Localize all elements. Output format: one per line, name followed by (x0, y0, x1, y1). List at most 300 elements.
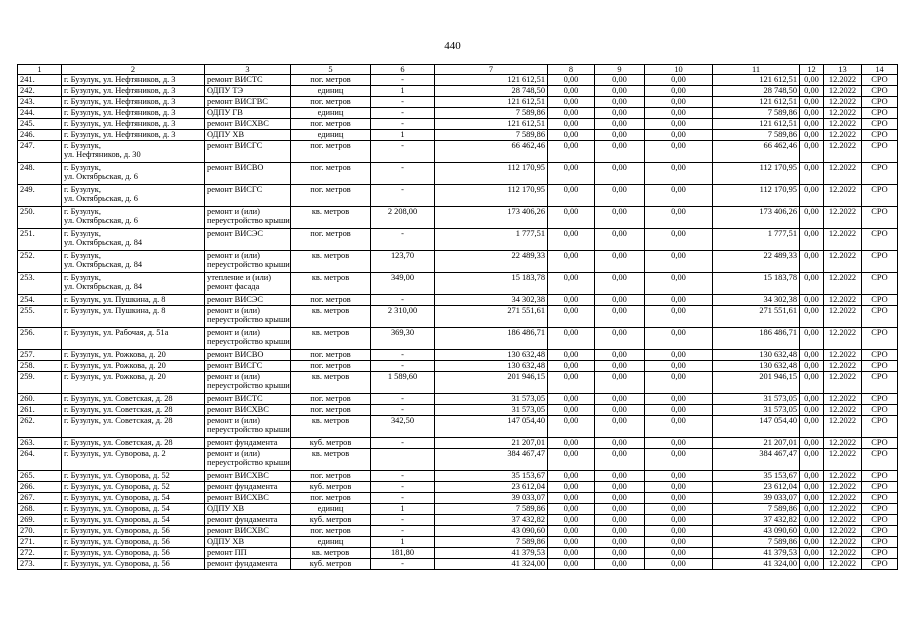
quantity-cell: 181,80 (371, 548, 435, 559)
table-row (18, 515, 898, 526)
work-type-cell (205, 185, 291, 207)
total-cost-cell: 130 632,48 (435, 350, 548, 361)
unit-cell: единиц (291, 130, 371, 141)
unit-cell: куб. метров (291, 438, 371, 449)
work-type-line: ремонт ВИСВО (207, 163, 264, 172)
regional-fund-cell: 147 054,40 (713, 416, 800, 438)
address-line: г. Бузулук, ул. Рожкова, д. 20 (64, 361, 166, 370)
work-type-cell (205, 273, 291, 295)
value-cell: 0,00 (645, 295, 713, 306)
unit-cell: пог. метров (291, 493, 371, 504)
total-cost-cell: 23 612,04 (435, 482, 548, 493)
row-number: 243. (18, 97, 62, 108)
unit-cell: пог. метров (291, 295, 371, 306)
total-cost-cell: 201 946,15 (435, 372, 548, 394)
row-number: 269. (18, 515, 62, 526)
column-number: 13 (824, 65, 862, 75)
unit-cell: куб. метров (291, 515, 371, 526)
value-cell: 0,00 (595, 515, 645, 526)
work-type-line: ремонт ВИСГС (207, 185, 263, 194)
quantity-cell: - (371, 141, 435, 163)
row-number: 241. (18, 75, 62, 86)
address-line: г. Бузулук, ул. Нефтяников, д. 3 (64, 108, 176, 117)
work-type-line: ОДПУ ХВ (207, 130, 245, 139)
quantity-cell: - (371, 405, 435, 416)
unit-cell: пог. метров (291, 526, 371, 537)
value-cell: 0,00 (595, 207, 645, 229)
address-cell (62, 86, 205, 97)
work-type-line-continued: ремонт фасада (207, 282, 260, 291)
value-cell: 0,00 (548, 207, 595, 229)
method-cell: СРО (862, 471, 898, 482)
table-row (18, 394, 898, 405)
address-cell (62, 526, 205, 537)
table-row (18, 108, 898, 119)
table-row (18, 306, 898, 328)
total-cost-cell: 31 573,05 (435, 394, 548, 405)
quantity-cell: 123,70 (371, 251, 435, 273)
address-line: г. Бузулук, ул. Нефтяников, д. 3 (64, 119, 176, 128)
address-line: г. Бузулук, ул. Суворова, д. 52 (64, 482, 170, 491)
value-cell: 0,00 (800, 75, 824, 86)
value-cell: 0,00 (548, 130, 595, 141)
table-row (18, 526, 898, 537)
row-number: 253. (18, 273, 62, 295)
work-type-line: ремонт ВИСТС (207, 394, 263, 403)
value-cell: 0,00 (548, 559, 595, 570)
value-cell: 0,00 (548, 471, 595, 482)
address-line-continued: ул. Октябрьская, д. 84 (64, 282, 143, 291)
value-cell: 0,00 (645, 526, 713, 537)
regional-fund-cell: 34 302,38 (713, 295, 800, 306)
value-cell: 0,00 (548, 97, 595, 108)
address-line-continued: ул. Октябрьская, д. 6 (64, 216, 138, 225)
table-row (18, 548, 898, 559)
value-cell: 0,00 (595, 394, 645, 405)
total-cost-cell: 39 033,07 (435, 493, 548, 504)
work-type-cell (205, 75, 291, 86)
value-cell: 0,00 (800, 449, 824, 471)
value-cell: 0,00 (548, 372, 595, 394)
method-cell: СРО (862, 119, 898, 130)
address-line: г. Бузулук, ул. Рабочая, д. 51а (64, 328, 169, 337)
quantity-cell: - (371, 97, 435, 108)
total-cost-cell: 186 486,71 (435, 328, 548, 350)
work-type-cell (205, 449, 291, 471)
address-cell (62, 119, 205, 130)
value-cell: 0,00 (548, 438, 595, 449)
total-cost-cell: 271 551,61 (435, 306, 548, 328)
table-row (18, 372, 898, 394)
value-cell: 0,00 (645, 130, 713, 141)
value-cell: 0,00 (800, 108, 824, 119)
regional-fund-cell: 384 467,47 (713, 449, 800, 471)
value-cell: 0,00 (800, 97, 824, 108)
completion-date-cell: 12.2022 (824, 405, 862, 416)
completion-date-cell: 12.2022 (824, 471, 862, 482)
address-line: г. Бузулук, ул. Советская, д. 28 (64, 405, 173, 414)
unit-cell: пог. метров (291, 119, 371, 130)
table-row (18, 163, 898, 185)
address-cell (62, 185, 205, 207)
value-cell: 0,00 (800, 548, 824, 559)
value-cell: 0,00 (800, 504, 824, 515)
work-type-cell (205, 130, 291, 141)
address-cell (62, 394, 205, 405)
work-type-line: ремонт фундамента (207, 438, 278, 447)
regional-fund-cell: 112 170,95 (713, 185, 800, 207)
quantity-cell: - (371, 482, 435, 493)
row-number: 268. (18, 504, 62, 515)
work-type-cell (205, 108, 291, 119)
completion-date-cell: 12.2022 (824, 97, 862, 108)
table-row (18, 438, 898, 449)
method-cell: СРО (862, 416, 898, 438)
unit-cell: единиц (291, 108, 371, 119)
value-cell: 0,00 (595, 372, 645, 394)
value-cell: 0,00 (645, 141, 713, 163)
method-cell: СРО (862, 86, 898, 97)
regional-fund-cell: 121 612,51 (713, 119, 800, 130)
value-cell: 0,00 (800, 493, 824, 504)
address-line: г. Бузулук, ул. Рожкова, д. 20 (64, 372, 166, 381)
work-type-line: ремонт фундамента (207, 482, 278, 491)
unit-cell: пог. метров (291, 163, 371, 185)
completion-date-cell: 12.2022 (824, 526, 862, 537)
completion-date-cell: 12.2022 (824, 482, 862, 493)
value-cell: 0,00 (548, 482, 595, 493)
unit-cell: кв. метров (291, 449, 371, 471)
quantity-cell: 342,50 (371, 416, 435, 438)
address-line: г. Бузулук, ул. Суворова, д. 54 (64, 504, 170, 513)
regional-fund-cell: 31 573,05 (713, 405, 800, 416)
completion-date-cell: 12.2022 (824, 559, 862, 570)
table-row (18, 295, 898, 306)
completion-date-cell: 12.2022 (824, 251, 862, 273)
value-cell: 0,00 (645, 504, 713, 515)
value-cell: 0,00 (800, 86, 824, 97)
value-cell: 0,00 (595, 471, 645, 482)
value-cell: 0,00 (800, 559, 824, 570)
address-cell (62, 130, 205, 141)
value-cell: 0,00 (595, 75, 645, 86)
work-type-line: ремонт ВИСХВС (207, 471, 269, 480)
address-cell (62, 361, 205, 372)
column-number: 14 (862, 65, 898, 75)
method-cell: СРО (862, 526, 898, 537)
work-type-line: ремонт ВИСЭС (207, 295, 263, 304)
address-cell (62, 75, 205, 86)
work-type-cell (205, 119, 291, 130)
value-cell: 0,00 (548, 416, 595, 438)
value-cell: 0,00 (595, 482, 645, 493)
value-cell: 0,00 (645, 108, 713, 119)
total-cost-cell: 112 170,95 (435, 185, 548, 207)
work-type-cell (205, 372, 291, 394)
row-number: 254. (18, 295, 62, 306)
work-type-line: ремонт и (или) (207, 416, 260, 425)
value-cell: 0,00 (800, 394, 824, 405)
address-line: г. Бузулук, (64, 185, 101, 194)
method-cell: СРО (862, 295, 898, 306)
work-type-line-continued: переустройство крыши (207, 381, 290, 390)
address-line: г. Бузулук, (64, 251, 101, 260)
address-line: г. Бузулук, (64, 273, 101, 282)
table-row (18, 207, 898, 229)
method-cell: СРО (862, 537, 898, 548)
total-cost-cell: 130 632,48 (435, 361, 548, 372)
address-line-continued: ул. Октябрьская, д. 6 (64, 194, 138, 203)
value-cell: 0,00 (800, 163, 824, 185)
column-number: 3 (205, 65, 291, 75)
quantity-cell: - (371, 493, 435, 504)
work-type-cell (205, 537, 291, 548)
row-number: 270. (18, 526, 62, 537)
method-cell: СРО (862, 504, 898, 515)
work-type-cell (205, 328, 291, 350)
value-cell: 0,00 (800, 185, 824, 207)
value-cell: 0,00 (800, 405, 824, 416)
completion-date-cell: 12.2022 (824, 141, 862, 163)
value-cell: 0,00 (548, 163, 595, 185)
work-type-cell (205, 251, 291, 273)
unit-cell: пог. метров (291, 361, 371, 372)
completion-date-cell: 12.2022 (824, 515, 862, 526)
value-cell: 0,00 (548, 537, 595, 548)
unit-cell: пог. метров (291, 229, 371, 251)
work-type-line: ремонт и (или) (207, 449, 260, 458)
address-line: г. Бузулук, ул. Пушкина, д. 8 (64, 306, 166, 315)
quantity-cell: 1 589,60 (371, 372, 435, 394)
address-cell (62, 273, 205, 295)
work-type-line: ремонт и (или) (207, 372, 260, 381)
table-row (18, 504, 898, 515)
value-cell: 0,00 (548, 548, 595, 559)
value-cell: 0,00 (595, 449, 645, 471)
value-cell: 0,00 (645, 350, 713, 361)
value-cell: 0,00 (800, 229, 824, 251)
method-cell: СРО (862, 328, 898, 350)
method-cell: СРО (862, 548, 898, 559)
value-cell: 0,00 (548, 86, 595, 97)
value-cell: 0,00 (595, 119, 645, 130)
value-cell: 0,00 (645, 97, 713, 108)
column-number-row (18, 65, 898, 75)
row-number: 251. (18, 229, 62, 251)
total-cost-cell: 1 777,51 (435, 229, 548, 251)
address-line: г. Бузулук, ул. Суворова, д. 56 (64, 526, 170, 535)
table-row (18, 559, 898, 570)
work-type-line: утепление и (или) (207, 273, 272, 282)
table-row (18, 97, 898, 108)
value-cell: 0,00 (595, 548, 645, 559)
row-number: 262. (18, 416, 62, 438)
column-number: 7 (435, 65, 548, 75)
value-cell: 0,00 (548, 449, 595, 471)
address-line: г. Бузулук, ул. Суворова, д. 56 (64, 537, 170, 546)
value-cell: 0,00 (595, 273, 645, 295)
value-cell: 0,00 (645, 405, 713, 416)
table-row (18, 229, 898, 251)
work-type-line: ремонт ВИСТС (207, 75, 263, 84)
completion-date-cell: 12.2022 (824, 372, 862, 394)
row-number: 266. (18, 482, 62, 493)
work-type-cell (205, 97, 291, 108)
value-cell: 0,00 (595, 130, 645, 141)
quantity-cell: - (371, 229, 435, 251)
address-cell (62, 493, 205, 504)
total-cost-cell: 7 589,86 (435, 537, 548, 548)
address-cell (62, 163, 205, 185)
value-cell: 0,00 (595, 86, 645, 97)
completion-date-cell: 12.2022 (824, 438, 862, 449)
completion-date-cell: 12.2022 (824, 207, 862, 229)
work-type-line: ремонт и (или) (207, 306, 260, 315)
quantity-cell: 369,30 (371, 328, 435, 350)
value-cell: 0,00 (548, 328, 595, 350)
method-cell: СРО (862, 493, 898, 504)
completion-date-cell: 12.2022 (824, 350, 862, 361)
address-cell (62, 405, 205, 416)
value-cell: 0,00 (800, 482, 824, 493)
value-cell: 0,00 (548, 405, 595, 416)
work-type-line: ремонт и (или) (207, 251, 260, 260)
work-type-line: ремонт и (или) (207, 328, 260, 337)
address-line: г. Бузулук, ул. Нефтяников, д. 3 (64, 86, 176, 95)
completion-date-cell: 12.2022 (824, 504, 862, 515)
value-cell: 0,00 (595, 416, 645, 438)
row-number: 258. (18, 361, 62, 372)
work-type-cell (205, 163, 291, 185)
work-type-line-continued: переустройство крыши (207, 216, 290, 225)
unit-cell: кв. метров (291, 306, 371, 328)
address-cell (62, 251, 205, 273)
unit-cell: кв. метров (291, 372, 371, 394)
unit-cell: пог. метров (291, 471, 371, 482)
row-number: 267. (18, 493, 62, 504)
table-row (18, 86, 898, 97)
unit-cell: пог. метров (291, 141, 371, 163)
address-line: г. Бузулук, ул. Суворова, д. 56 (64, 548, 170, 557)
address-line: г. Бузулук, (64, 163, 101, 172)
value-cell: 0,00 (800, 328, 824, 350)
address-cell (62, 295, 205, 306)
work-type-cell (205, 504, 291, 515)
total-cost-cell: 121 612,51 (435, 75, 548, 86)
completion-date-cell: 12.2022 (824, 328, 862, 350)
quantity-cell: 2 208,00 (371, 207, 435, 229)
address-cell (62, 548, 205, 559)
total-cost-cell: 147 054,40 (435, 416, 548, 438)
row-number: 244. (18, 108, 62, 119)
row-number: 250. (18, 207, 62, 229)
quantity-cell: 1 (371, 504, 435, 515)
value-cell: 0,00 (595, 526, 645, 537)
method-cell: СРО (862, 130, 898, 141)
row-number: 255. (18, 306, 62, 328)
method-cell: СРО (862, 185, 898, 207)
method-cell: СРО (862, 350, 898, 361)
work-type-line-continued: переустройство крыши (207, 337, 290, 346)
work-type-line: ремонт ВИСХВС (207, 493, 269, 502)
work-type-cell (205, 482, 291, 493)
regional-fund-cell: 35 153,67 (713, 471, 800, 482)
work-type-cell (205, 471, 291, 482)
value-cell: 0,00 (800, 130, 824, 141)
regional-fund-cell: 39 033,07 (713, 493, 800, 504)
quantity-cell: - (371, 350, 435, 361)
address-cell (62, 449, 205, 471)
method-cell: СРО (862, 438, 898, 449)
regional-fund-cell: 7 589,86 (713, 108, 800, 119)
value-cell: 0,00 (548, 273, 595, 295)
method-cell: СРО (862, 405, 898, 416)
unit-cell: кв. метров (291, 207, 371, 229)
value-cell: 0,00 (800, 361, 824, 372)
value-cell: 0,00 (595, 328, 645, 350)
row-number: 263. (18, 438, 62, 449)
total-cost-cell: 121 612,51 (435, 119, 548, 130)
unit-cell: кв. метров (291, 251, 371, 273)
value-cell: 0,00 (645, 119, 713, 130)
value-cell: 0,00 (548, 350, 595, 361)
unit-cell: пог. метров (291, 75, 371, 86)
total-cost-cell: 121 612,51 (435, 97, 548, 108)
value-cell: 0,00 (548, 526, 595, 537)
column-number: 10 (645, 65, 713, 75)
total-cost-cell: 7 589,86 (435, 130, 548, 141)
regional-fund-cell: 41 324,00 (713, 559, 800, 570)
work-type-cell (205, 515, 291, 526)
work-type-line-continued: переустройство крыши (207, 315, 290, 324)
work-type-cell (205, 559, 291, 570)
value-cell: 0,00 (548, 108, 595, 119)
work-type-cell (205, 141, 291, 163)
value-cell: 0,00 (595, 405, 645, 416)
work-type-line: ремонт ПП (207, 548, 247, 557)
method-cell: СРО (862, 361, 898, 372)
table-row (18, 130, 898, 141)
value-cell: 0,00 (800, 207, 824, 229)
unit-cell: пог. метров (291, 405, 371, 416)
quantity-cell: - (371, 75, 435, 86)
address-cell (62, 559, 205, 570)
work-type-line: ремонт фундамента (207, 515, 278, 524)
value-cell: 0,00 (645, 229, 713, 251)
value-cell: 0,00 (645, 449, 713, 471)
row-number: 256. (18, 328, 62, 350)
address-cell (62, 306, 205, 328)
value-cell: 0,00 (800, 306, 824, 328)
value-cell: 0,00 (800, 438, 824, 449)
page-number: 440 (444, 40, 461, 52)
address-line-continued: ул. Октябрьская, д. 84 (64, 238, 143, 247)
value-cell: 0,00 (595, 295, 645, 306)
work-type-line: ремонт фундамента (207, 559, 278, 568)
method-cell: СРО (862, 372, 898, 394)
value-cell: 0,00 (595, 504, 645, 515)
address-line: г. Бузулук, (64, 141, 101, 150)
table-row (18, 537, 898, 548)
value-cell: 0,00 (548, 229, 595, 251)
column-number: 8 (548, 65, 595, 75)
completion-date-cell: 12.2022 (824, 493, 862, 504)
total-cost-cell: 43 090,60 (435, 526, 548, 537)
value-cell: 0,00 (595, 306, 645, 328)
work-type-line: ОДПУ ХВ (207, 504, 245, 513)
work-type-line-continued: переустройство крыши (207, 260, 290, 269)
address-line-continued: ул. Октябрьская, д. 84 (64, 260, 143, 269)
